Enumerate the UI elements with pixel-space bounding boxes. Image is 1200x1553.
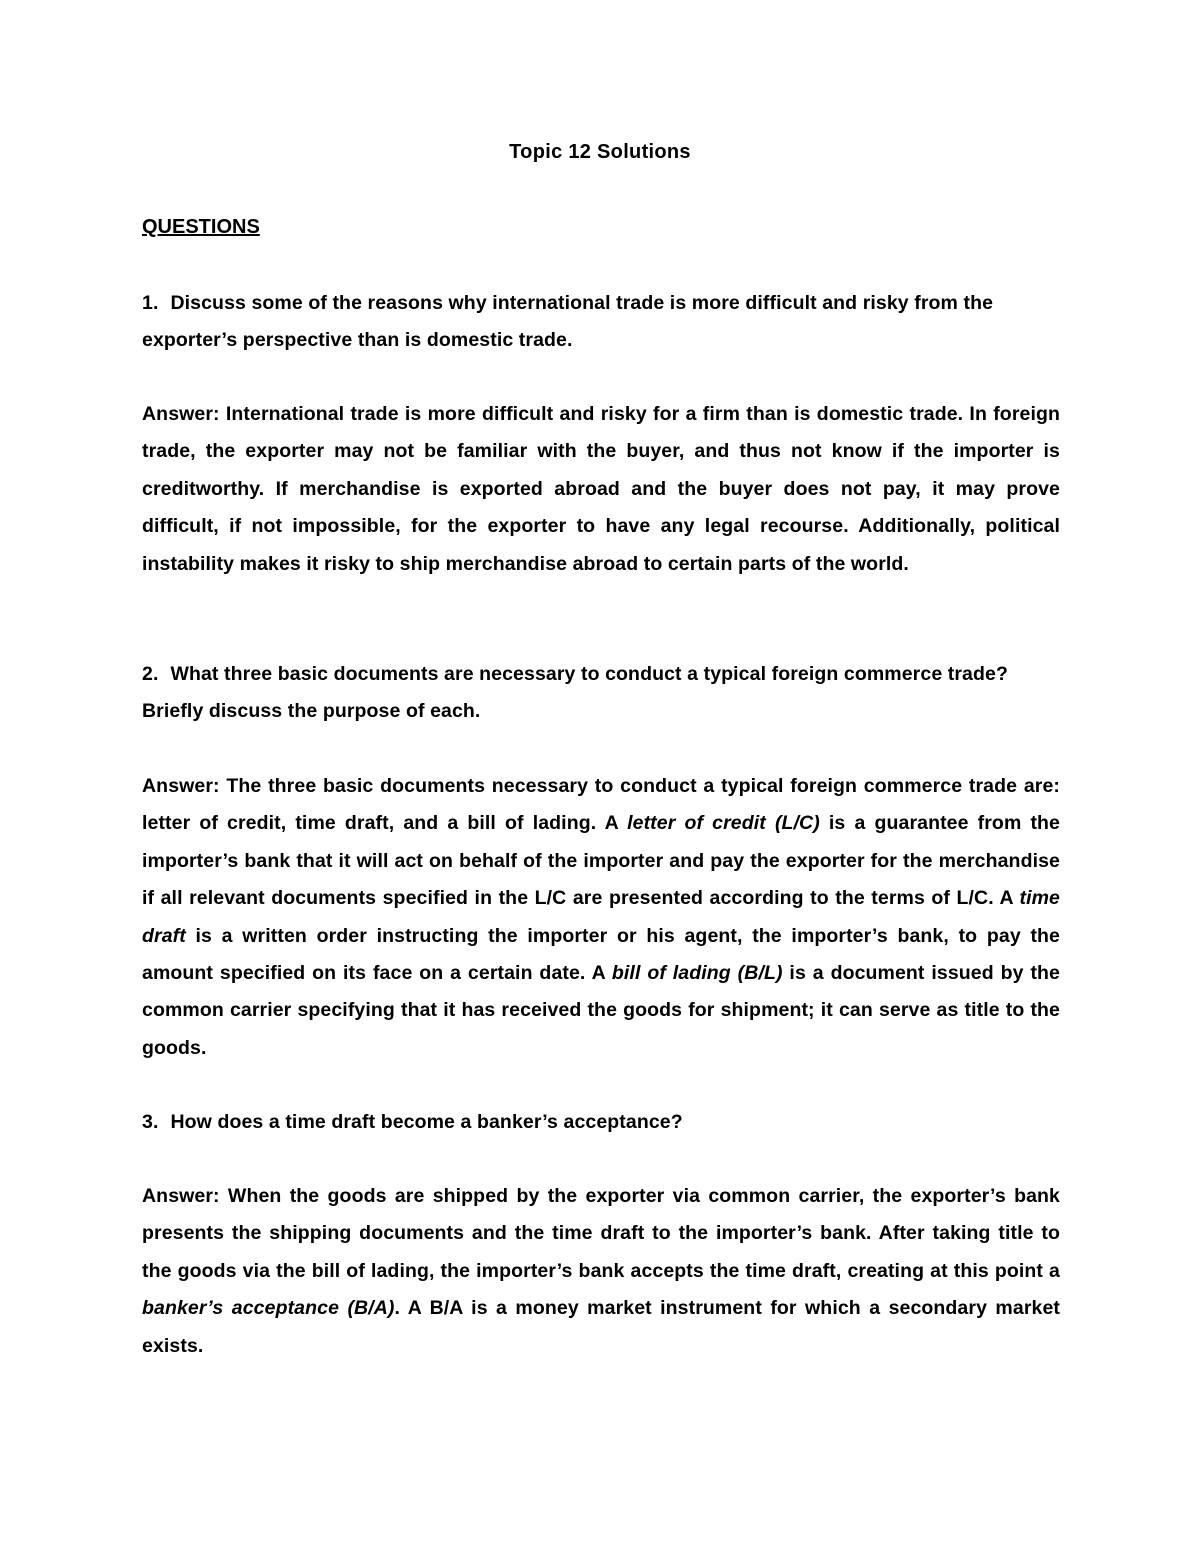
term-bankers-acceptance: banker’s acceptance (B/A) [142,1297,395,1320]
answer-text: is a document issued by the common carrier specifying that it has received the goods for shipment; it can serve as title to the goods. [142,962,1060,1059]
answer-3 [142,1178,1060,1365]
section-heading: QUESTIONS [142,216,260,238]
question-number: 3. [142,1111,159,1133]
question-3 [142,1104,1060,1141]
answer-label: Answer: [142,775,220,797]
question-number: 1. [142,292,159,314]
answer-text: When the goods are shipped by the exporter via common carrier, the exporter’s bank presents the shipping documents and the time draft to the importer’s bank. After taking title to the goods via the bill of lading, the importer’s bank accepts the time draft, creating at this point a [142,1185,1060,1282]
answer-text: International trade is more difficult and risky for a firm than is domestic trade. In foreign trade, the exporter may not be familiar with the buyer, and thus not know if the importer is creditworthy. If merchandise is exported abroad and the buyer does not pay, it may prove difficult, if not impossible, for the exporter to have any legal recourse. Additionally, political instability makes it risky to ship merchandise abroad to certain parts of the world. [142,403,1060,575]
answer-2 [142,768,1060,1067]
answer-text: . A B/A is a money market instrument for which a secondary market exists. [142,1297,1060,1357]
answer-text: The three basic documents necessary to conduct a typical foreign commerce trade are: letter of credit, time draft, and a bill of lading. A [142,775,1060,835]
answer-1 [142,396,1060,583]
answer-label: Answer: [142,403,220,425]
page-title: Topic 12 Solutions [509,141,691,163]
term-letter-of-credit: letter of credit (L/C) [627,812,820,835]
question-2 [142,656,1060,731]
answer-text: is a guarantee from the importer’s bank that it will act on behalf of the importer and pay the exporter for the merchandise if all relevant documents specified in the L/C are presented according to the terms of L/C. A [142,812,1061,910]
term-time-draft: time draft [142,887,1060,947]
question-1 [142,285,1060,360]
answer-label: Answer: [142,1185,220,1207]
question-text: Discuss some of the reasons why international trade is more difficult and risky from the exporter’s perspective than is domestic trade. [142,292,994,352]
question-text: What three basic documents are necessary to conduct a typical foreign commerce trade? Briefly discuss the purpose of each. [142,663,1008,723]
answer-text: is a written order instructing the importer or his agent, the importer’s bank, to pay the amount specified on its face on a certain date. A [142,924,1060,985]
question-text: How does a time draft become a banker’s acceptance? [170,1111,683,1133]
term-bill-of-lading: bill of lading (B/L) [611,962,783,985]
question-number: 2. [142,663,159,685]
